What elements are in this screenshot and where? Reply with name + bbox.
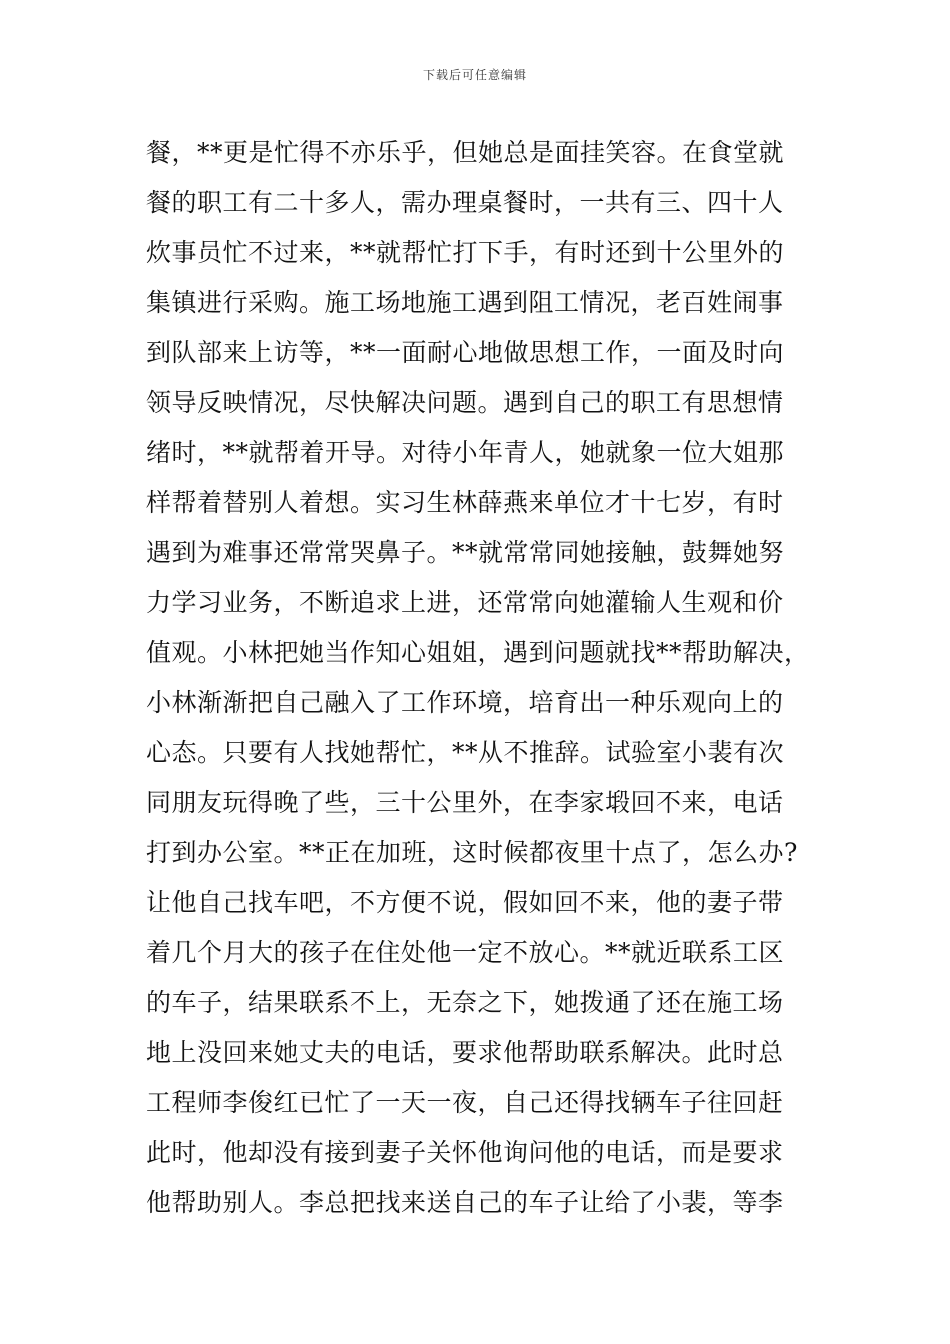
- text-line: 餐，**更是忙得不亦乐乎，但她总是面挂笑容。在食堂就: [146, 138, 785, 167]
- body-text: [146, 128, 826, 1228]
- text-line: 此时，他却没有接到妻子关怀他询问他的电话，而是要求: [146, 1138, 784, 1167]
- text-line: 到队部来上访等，**一面耐心地做思想工作，一面及时向: [146, 338, 785, 367]
- text-line: 让他自己找车吧，不方便不说，假如回不来，他的妻子带: [146, 888, 784, 917]
- text-line: 集镇进行采购。施工场地施工遇到阻工情况，老百姓闹事: [146, 288, 784, 317]
- text-line: 力学习业务，不断追求上进，还常常向她灌输人生观和价: [146, 588, 784, 617]
- text-line: 工程师李俊红已忙了一天一夜，自己还得找辆车子往回赶: [146, 1088, 784, 1117]
- text-line: 领导反映情况，尽快解决问题。遇到自己的职工有思想情: [146, 388, 784, 417]
- text-line: 打到办公室。**正在加班，这时候都夜里十点了，怎么办?: [146, 838, 798, 867]
- text-line: 遇到为难事还常常哭鼻子。**就常常同她接触，鼓舞她努: [146, 538, 785, 567]
- text-line: 绪时，**就帮着开导。对待小年青人，她就象一位大姐那: [146, 438, 785, 467]
- text-line: 心态。只要有人找她帮忙，**从不推辞。试验室小裴有次: [146, 738, 785, 767]
- text-line: 同朋友玩得晚了些，三十公里外，在李家塅回不来，电话: [146, 788, 784, 817]
- header-note: 下载后可任意编辑: [422, 68, 527, 82]
- text-line: 炊事员忙不过来，**就帮忙打下手，有时还到十公里外的: [146, 238, 785, 267]
- text-line: 值观。小林把她当作知心姐姐，遇到问题就找**帮助解决，: [146, 638, 810, 667]
- text-line: 着几个月大的孩子在住处他一定不放心。**就近联系工区: [146, 938, 785, 967]
- text-line: 小林渐渐把自己融入了工作环境，培育出一种乐观向上的: [146, 688, 784, 717]
- text-line: 样帮着替别人着想。实习生林薛燕来单位才十七岁，有时: [146, 488, 784, 517]
- text-line: 地上没回来她丈夫的电话，要求他帮助联系解决。此时总: [146, 1038, 784, 1067]
- text-line: 他帮助别人。李总把找来送自己的车子让给了小裴，等李: [146, 1188, 784, 1217]
- text-line: 的车子，结果联系不上，无奈之下，她拨通了还在施工场: [146, 988, 784, 1017]
- text-line: 餐的职工有二十多人，需办理桌餐时，一共有三、四十人: [146, 188, 784, 217]
